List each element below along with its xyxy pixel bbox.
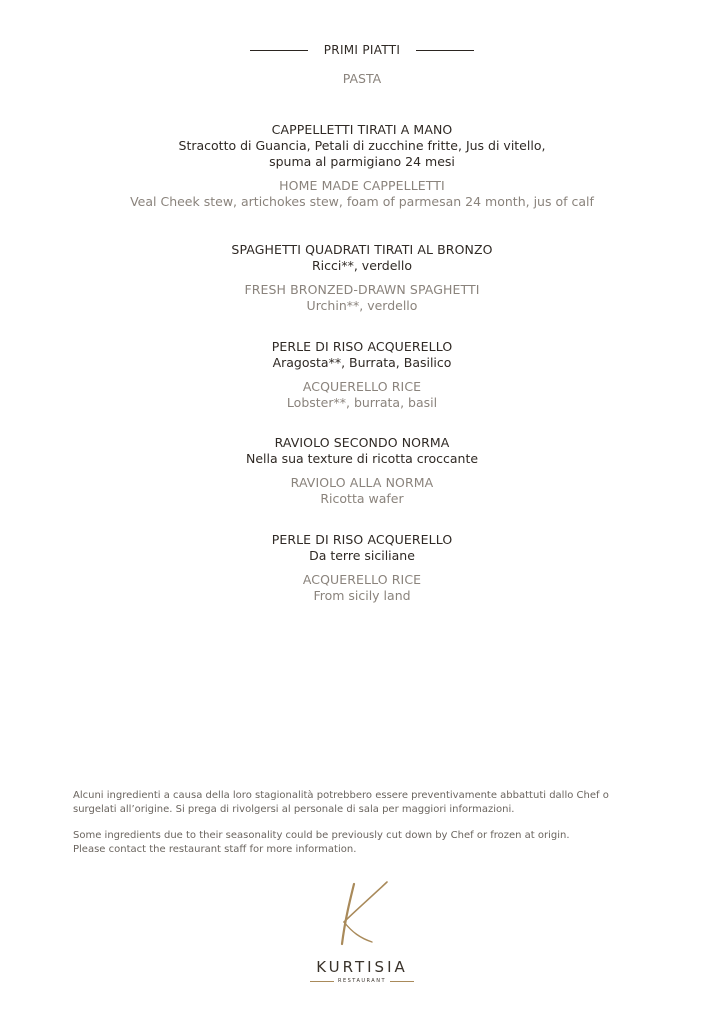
dish-description-italian: Nella sua texture di ricotta croccante [245, 451, 479, 466]
dish-perle-riso-sicilia [0, 532, 724, 604]
section-title: PRIMI PIATTI [323, 43, 401, 57]
dish-perle-riso-aragosta [0, 339, 724, 411]
dish-description-english: Urchin**, verdello [306, 298, 418, 313]
allergen-note-italian: Alcuni ingredienti a causa della loro stagionalità potrebbero essere preventivamente abbattuti dallo Chef o surgelati all’origine. Si prega di rivolgersi al personale di sala per maggiori informazioni. [73, 790, 609, 815]
dish-name-italian: PERLE DI RISO ACQUERELLO [271, 339, 453, 354]
dish-description-italian: Aragosta**, Burrata, Basilico [272, 355, 452, 370]
dish-name-italian: PERLE DI RISO ACQUERELLO [271, 532, 453, 547]
dish-name-english: HOME MADE CAPPELLETTI [279, 178, 445, 193]
tagline-rule-right [390, 981, 414, 982]
dish-description-italian: Ricci**, verdello [311, 258, 413, 273]
brand-logo [0, 880, 724, 984]
dish-name-italian: RAVIOLO SECONDO NORMA [274, 435, 450, 450]
section-subtitle: PASTA [342, 71, 382, 86]
dish-raviolo [0, 435, 724, 507]
dish-name-italian: SPAGHETTI QUADRATI TIRATI AL BRONZO [231, 242, 493, 257]
dish-description-english: Veal Cheek stew, artichokes stew, foam of parmesan 24 month, jus of calf [130, 194, 594, 209]
k-monogram-icon [332, 880, 392, 950]
dish-name-italian: CAPPELLETTI TIRATI A MANO [271, 122, 453, 137]
section-header [0, 43, 724, 57]
brand-name: KURTISIA [316, 958, 408, 976]
dish-description-english: From sicily land [313, 588, 411, 603]
dish-name-english: ACQUERELLO RICE [302, 379, 422, 394]
header-rule-left [250, 50, 308, 51]
brand-tagline: RESTAURANT [337, 978, 387, 984]
dish-name-english: FRESH BRONZED-DRAWN SPAGHETTI [244, 282, 480, 297]
dish-name-english: ACQUERELLO RICE [302, 572, 422, 587]
header-rule-right [416, 50, 474, 51]
dish-cappelletti [0, 122, 724, 210]
dish-description-italian: Da terre siciliane [309, 548, 415, 563]
dish-spaghetti [0, 242, 724, 314]
dish-description-english: Lobster**, burrata, basil [286, 395, 438, 410]
tagline-rule-left [310, 981, 334, 982]
dish-description-italian: Stracotto di Guancia, Petali di zucchine fritte, Jus di vitello, spuma al parmigiano 24 mesi [178, 138, 546, 169]
dish-description-english: Ricotta wafer [320, 491, 404, 506]
brand-tagline-row [0, 978, 724, 984]
dish-name-english: RAVIOLO ALLA NORMA [290, 475, 434, 490]
allergen-note-english: Some ingredients due to their seasonality could be previously cut down by Chef or frozen at origin. Please contact the restaurant staff for more information. [73, 830, 570, 855]
